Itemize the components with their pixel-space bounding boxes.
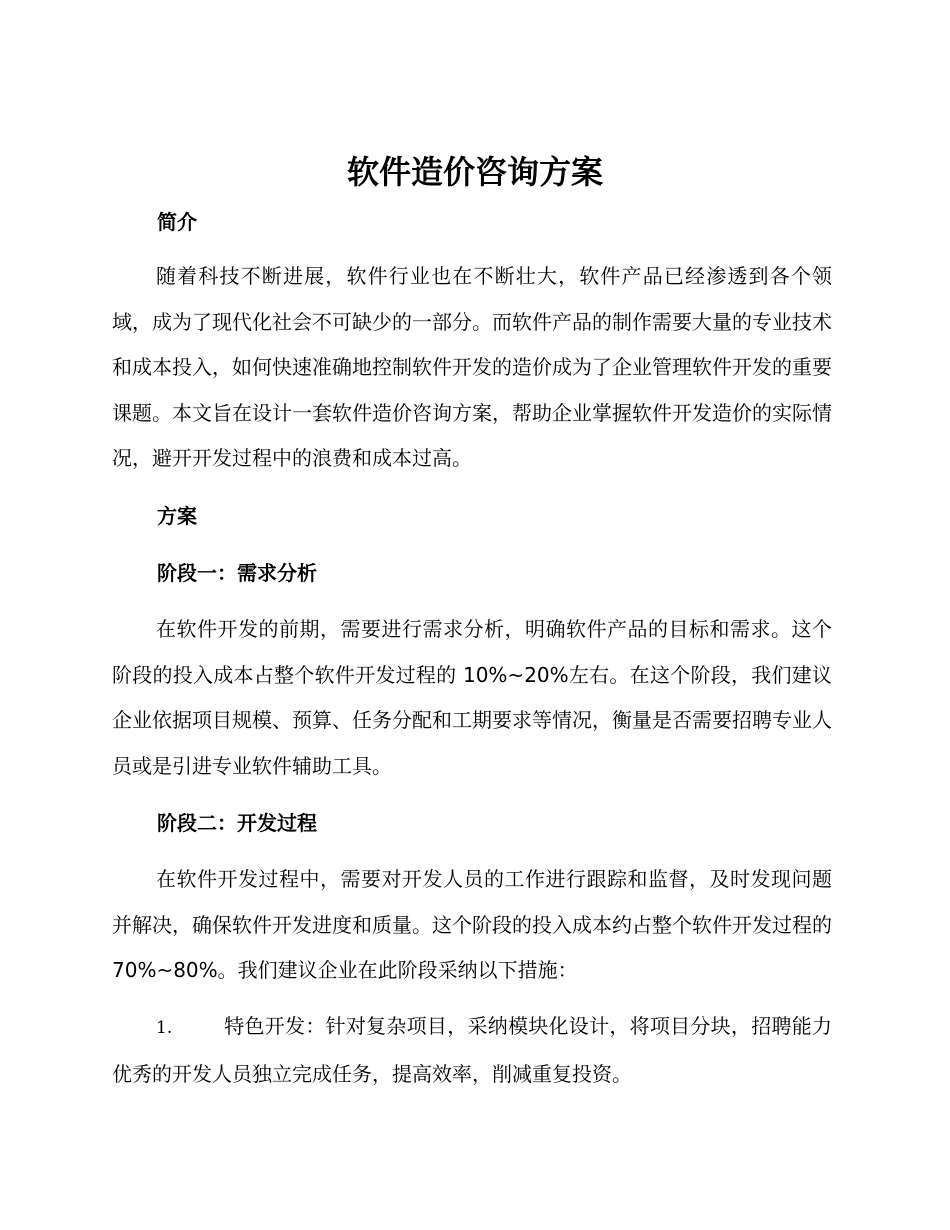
stage1-heading: 阶段一：需求分析 [157, 561, 317, 585]
list-item [112, 1004, 832, 1097]
list-item-text: 特色开发：针对复杂项目，采纳模块化设计，将项目分块，招聘能力优秀的开发人员独立完成任务，提高效率，削减重复投资。 [112, 1014, 832, 1086]
list-item-number: 1. [156, 1018, 173, 1038]
intro-paragraph: 随着科技不断进展，软件行业也在不断壮大，软件产品已经渗透到各个领域，成为了现代化社会不可缺少的一部分。而软件产品的制作需要大量的专业技术和成本投入，如何快速准确地控制软件开发的造价成为了企业管理软件开发的重要课题。本文旨在设计一套软件造价咨询方案，帮助企业掌握软件开发造价的实际情况，避开开发过程中的浪费和成本过高。 [112, 264, 832, 470]
stage2-paragraph: 在软件开发过程中，需要对开发人员的工作进行跟踪和监督，及时发现问题并解决，确保软件开发进度和质量。这个阶段的投入成本约占整个软件开发过程的 70%~80%。我们建议企业在此阶段采纳以下措施： [112, 867, 832, 982]
plan-heading: 方案 [157, 504, 197, 528]
stage2-heading: 阶段二：开发过程 [157, 811, 317, 835]
intro-heading: 简介 [157, 210, 197, 234]
stage1-paragraph: 在软件开发的前期，需要进行需求分析，明确软件产品的目标和需求。这个阶段的投入成本占整个软件开发过程的 10%~20%左右。在这个阶段，我们建议企业依据项目规模、预算、任务分配和工期要求等情况，衡量是否需要招聘专业人员或是引进专业软件辅助工具。 [112, 617, 832, 778]
document-title: 软件造价咨询方案 [346, 153, 603, 191]
